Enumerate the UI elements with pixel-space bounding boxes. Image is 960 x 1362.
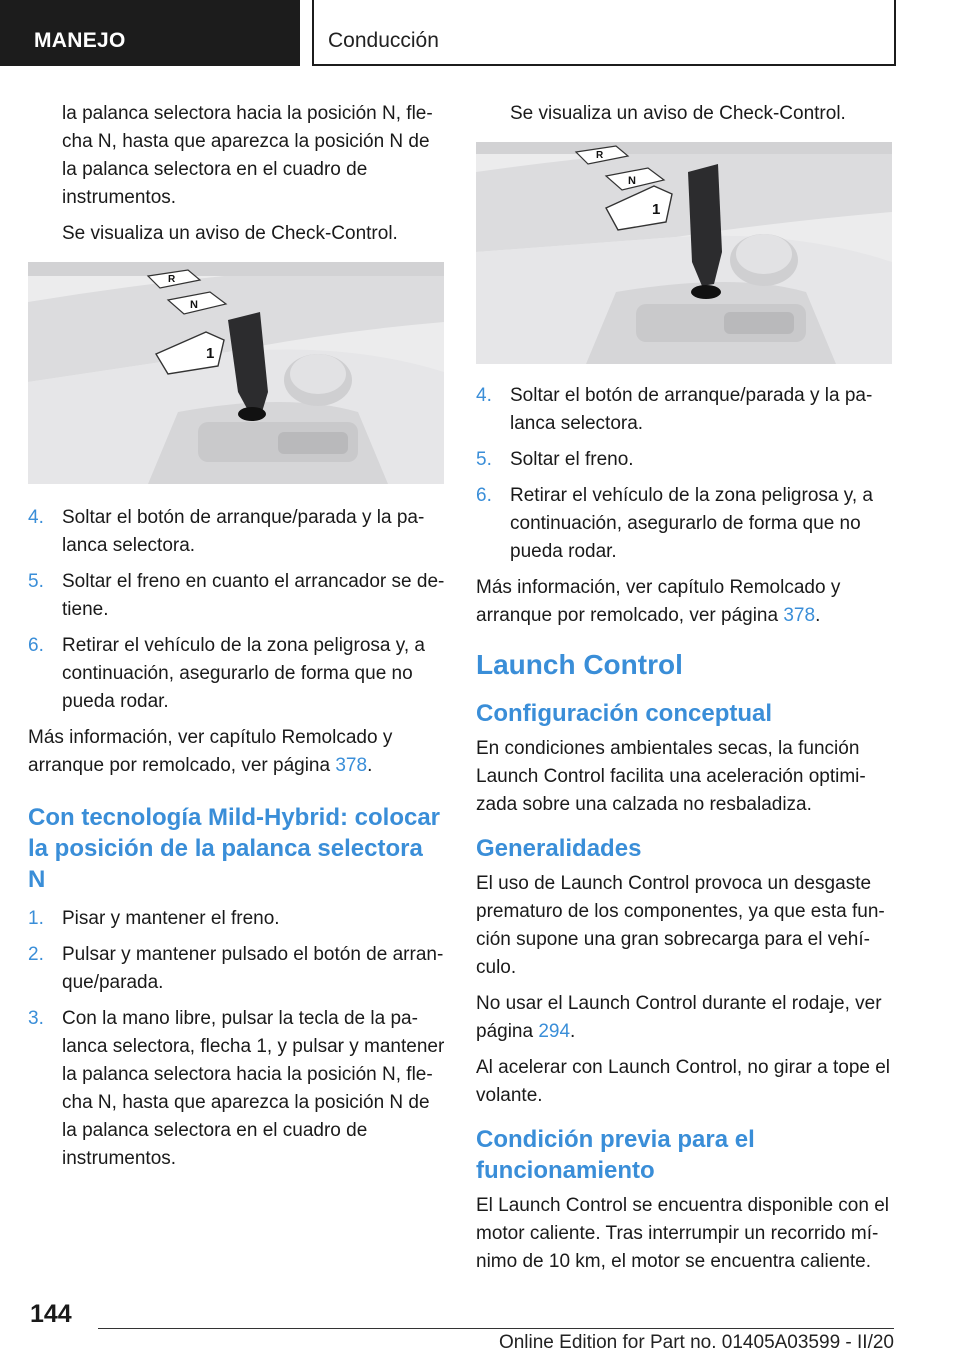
list-item: 5. Soltar el freno.	[476, 449, 634, 470]
gear-selector-illustration	[476, 142, 892, 364]
figure-label-r: R	[596, 150, 604, 161]
figure-label-n: N	[190, 299, 198, 311]
list-item: 6. Retirar el vehículo de la zona peligrosa y, a continuación, asegurarlo de forma que no pueda rodar.	[28, 635, 425, 712]
more-info-paragraph: Más información, ver capítulo Remolcado y arranque por remolcado, ver página 378.	[476, 577, 841, 626]
left-column	[28, 100, 446, 1181]
figure-label-1: 1	[206, 345, 215, 362]
chapter-title: Conducción	[328, 29, 439, 52]
figure-label-1: 1	[652, 201, 661, 218]
section-tab	[0, 0, 300, 66]
steps-list-b	[28, 905, 446, 1173]
list-item: 4. Soltar el botón de arranque/parada y la palanca selectora.	[476, 385, 873, 434]
list-item: 1. Pisar y mantener el freno.	[28, 908, 280, 929]
condition-paragraph: El Launch Control se encuentra disponible con el motor caliente. Tras interrumpir un recorrido mínimo de 10 km, el motor se encuentra caliente.	[476, 1195, 889, 1272]
continued-step-text: la palanca selectora hacia la posición N, flecha N, hasta que aparezca la posición N de la palanca selectora en el cuadro de instrumentos.	[62, 103, 433, 208]
list-item: 6. Retirar el vehículo de la zona peligrosa y, a continuación, asegurarlo de forma que no pueda rodar.	[476, 485, 873, 562]
check-control-note: Se visualiza un aviso de Check-Control.	[62, 223, 398, 244]
more-info-paragraph: Más información, ver capítulo Remolcado y arranque por remolcado, ver página 378.	[28, 727, 393, 776]
general-paragraph-3: Al acelerar con Launch Control, no girar a tope el volante.	[476, 1057, 891, 1106]
page-link[interactable]: 378	[783, 605, 816, 626]
general-paragraph-2: No usar el Launch Control durante el rodaje, ver página 294.	[476, 993, 882, 1042]
check-control-note: Se visualiza un aviso de Check-Control.	[510, 103, 846, 124]
steps-list-a	[28, 504, 446, 716]
concept-heading: Configuración conceptual	[476, 700, 773, 727]
page-link[interactable]: 294	[538, 1021, 571, 1042]
list-item: 5. Soltar el freno en cuanto el arrancador se detiene.	[28, 571, 445, 620]
page-link[interactable]: 378	[335, 755, 368, 776]
condition-heading: Condición previa para el funcionamiento	[476, 1126, 755, 1184]
steps-list-c	[476, 382, 894, 566]
page-number: 144	[30, 1300, 72, 1328]
list-item: 3. Con la mano libre, pulsar la tecla de la palanca selectora, flecha 1, y pulsar y mantener la palanca selectora hacia la posición N, flecha N, hasta que aparezca la posición N de la palanca selectora en el cuadro de instrumentos.	[28, 1008, 445, 1169]
list-item: 4. Soltar el botón de arranque/parada y la palanca selectora.	[28, 507, 425, 556]
gear-selector-illustration	[28, 262, 444, 484]
section-heading: Con tecnología Mild-Hybrid: colocar la posición de la palanca selectora N	[28, 804, 441, 893]
footer-edition: Online Edition for Part no. 01405A03599 - II/20	[498, 1332, 894, 1353]
general-paragraph-1: El uso de Launch Control provoca un desgaste prematuro de los componentes, ya que esta función supone una gran sobrecarga para el vehículo.	[476, 873, 885, 978]
right-column	[476, 100, 894, 1284]
launch-control-heading: Launch Control	[476, 649, 683, 680]
general-heading: Generalidades	[476, 835, 642, 862]
section-title: MANEJO	[34, 29, 126, 52]
chapter-tab	[312, 0, 896, 66]
figure-label-n: N	[628, 175, 636, 187]
list-item: 2. Pulsar y mantener pulsado el botón de arranque/parada.	[28, 944, 444, 993]
figure-label-r: R	[168, 274, 176, 285]
concept-paragraph: En condiciones ambientales secas, la función Launch Control facilita una aceleración optimizada sobre una calzada no resbaladiza.	[476, 738, 866, 815]
footer-divider	[98, 1328, 894, 1329]
